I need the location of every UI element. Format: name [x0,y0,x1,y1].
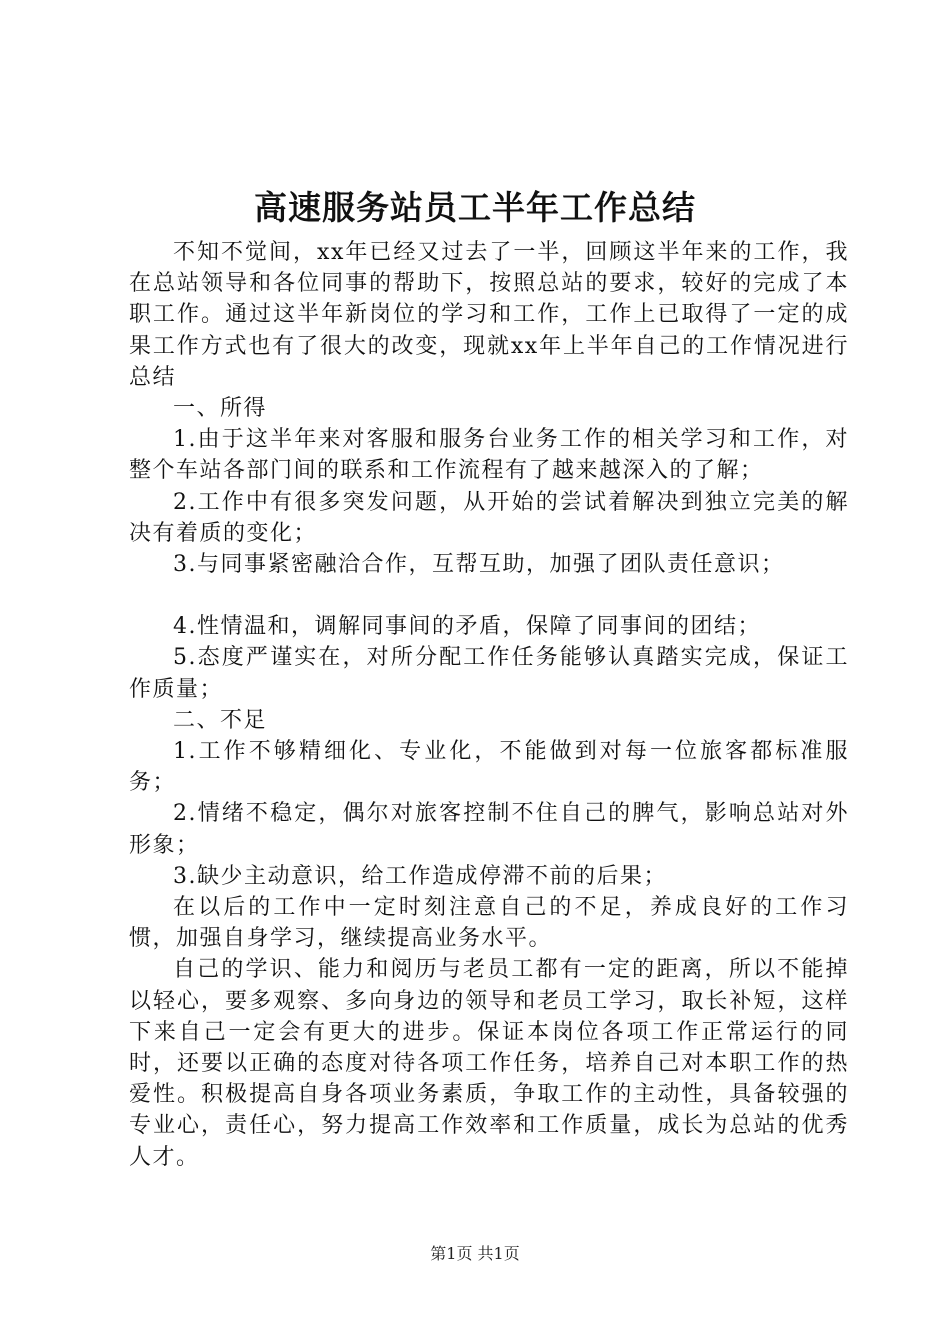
page-number-footer: 第1页 共1页 [430,1244,520,1263]
document-title: 高速服务站员工半年工作总结 [254,188,696,227]
gains-item-1: 1.由于这半年来对客服和服务台业务工作的相关学习和工作，对整个车站各部门间的联系和工作流程有了越来越深入的了解； [129,427,849,484]
closing-paragraph-1: 在以后的工作中一定时刻注意自己的不足，养成良好的工作习惯，加强自身学习，继续提高业务水平。 [129,895,849,952]
shortcomings-item-3: 3.缺少主动意识，给工作造成停滞不前的后果； [173,863,667,889]
gains-item-4: 4.性情温和，调解同事间的矛盾，保障了同事间的团结； [173,614,761,640]
section-heading-gains: 一、所得 [173,396,268,422]
closing-paragraph-2: 自己的学识、能力和阅历与老员工都有一定的距离，所以不能掉以轻心，要多观察、多向身边的领导和老员工学习，取长补短，这样下来自己一定会有更大的进步。保证本岗位各项工作正常运行的同时，还要以正确的态度对待各项工作任务，培养自己对本职工作的热爱性。积极提高自身各项业务素质，争取工作的主动性，具备较强的专业心，责任心，努力提高工作效率和工作质量，成长为总站的优秀人才。 [129,957,849,1170]
shortcomings-item-1: 1.工作不够精细化、专业化，不能做到对每一位旅客都标准服务； [129,739,849,796]
section-heading-shortcomings: 二、不足 [173,707,268,733]
shortcomings-item-2: 2.情绪不稳定，偶尔对旅客控制不住自己的脾气，影响总站对外形象； [129,801,849,858]
gains-item-3: 3.与同事紧密融洽合作，互帮互助，加强了团队责任意识； [173,552,785,578]
gains-item-2: 2.工作中有很多突发问题，从开始的尝试着解决到独立完美的解决有着质的变化； [129,489,849,546]
document-body [129,237,849,1173]
intro-paragraph: 不知不觉间，xx年已经又过去了一半，回顾这半年来的工作，我在总站领导和各位同事的帮助下，按照总站的要求，较好的完成了本职工作。通过这半年新岗位的学习和工作，工作上已取得了一定的成果工作方式也有了很大的改变，现就xx年上半年自己的工作情况进行总结 [129,240,849,390]
paragraph-gap [129,580,849,611]
gains-item-5: 5.态度严谨实在，对所分配工作任务能够认真踏实完成，保证工作质量； [129,645,849,702]
